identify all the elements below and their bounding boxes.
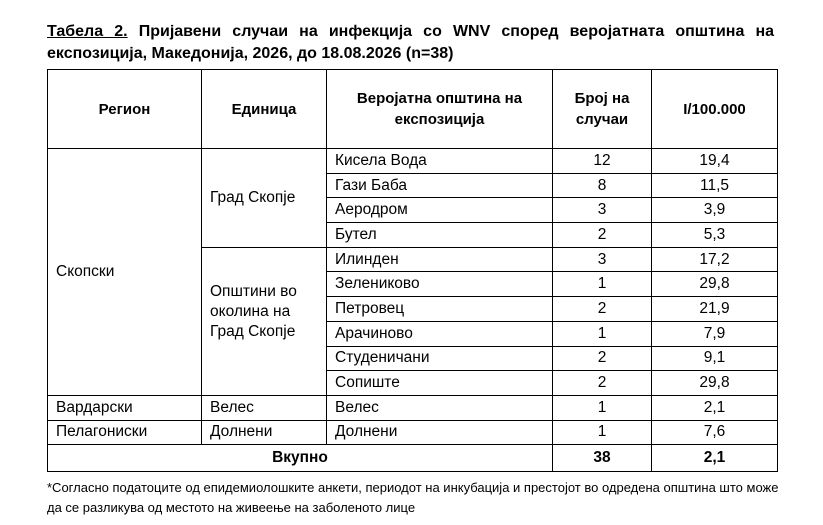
rate-cell: 2,1 bbox=[652, 395, 778, 420]
table-caption bbox=[47, 21, 774, 65]
municipality-cell: Петровец bbox=[327, 297, 553, 322]
cases-cell: 3 bbox=[553, 247, 652, 272]
municipality-cell: Студеничани bbox=[327, 346, 553, 371]
rate-cell: 7,9 bbox=[652, 321, 778, 346]
municipality-cell: Сопиште bbox=[327, 371, 553, 396]
rate-cell: 21,9 bbox=[652, 297, 778, 322]
header-rate: I/100.000 bbox=[652, 70, 778, 149]
municipality-cell: Илинден bbox=[327, 247, 553, 272]
municipality-cell: Гази Баба bbox=[327, 173, 553, 198]
total-rate: 2,1 bbox=[652, 445, 778, 472]
cases-cell: 2 bbox=[553, 297, 652, 322]
rate-cell: 3,9 bbox=[652, 198, 778, 223]
rate-cell: 29,8 bbox=[652, 272, 778, 297]
table-row bbox=[48, 149, 778, 174]
rate-cell: 7,6 bbox=[652, 420, 778, 445]
header-cases: Број на случаи bbox=[553, 70, 652, 149]
header-municipality: Веројатна општина на експозиција bbox=[327, 70, 553, 149]
rate-cell: 29,8 bbox=[652, 371, 778, 396]
municipality-cell: Аеродром bbox=[327, 198, 553, 223]
rate-cell: 17,2 bbox=[652, 247, 778, 272]
municipality-cell: Арачиново bbox=[327, 321, 553, 346]
municipality-cell: Кисела Вода bbox=[327, 149, 553, 174]
cases-cell: 1 bbox=[553, 321, 652, 346]
municipality-cell: Велес bbox=[327, 395, 553, 420]
unit-cell: Град Скопје bbox=[202, 149, 327, 248]
region-cell: Скопски bbox=[48, 149, 202, 396]
table-row bbox=[48, 420, 778, 445]
header-region: Регион bbox=[48, 70, 202, 149]
cases-cell: 1 bbox=[553, 395, 652, 420]
unit-cell: Велес bbox=[202, 395, 327, 420]
cases-cell: 2 bbox=[553, 371, 652, 396]
wnv-cases-table bbox=[47, 69, 778, 472]
header-row bbox=[48, 70, 778, 149]
table-row bbox=[48, 395, 778, 420]
unit-okolina-label: Општини во околина на Град Скопје bbox=[210, 282, 297, 340]
rate-cell: 9,1 bbox=[652, 346, 778, 371]
table-number-label: Табела 2. bbox=[47, 23, 128, 40]
cases-cell: 2 bbox=[553, 346, 652, 371]
cases-cell: 1 bbox=[553, 272, 652, 297]
cases-cell: 12 bbox=[553, 149, 652, 174]
footnote: *Согласно податоците од епидемиолошките анкети, периодот на инкубација и престојот во одредена општина што може да се разликува од местото на живеење на заболеното лице bbox=[47, 480, 779, 515]
total-cases: 38 bbox=[553, 445, 652, 472]
region-cell: Вардарски bbox=[48, 395, 202, 420]
total-row bbox=[48, 445, 778, 472]
rate-cell: 5,3 bbox=[652, 223, 778, 248]
municipality-cell: Долнени bbox=[327, 420, 553, 445]
unit-cell bbox=[202, 247, 327, 395]
unit-cell: Долнени bbox=[202, 420, 327, 445]
region-cell: Пелагониски bbox=[48, 420, 202, 445]
header-unit: Единица bbox=[202, 70, 327, 149]
total-label: Вкупно bbox=[48, 445, 553, 472]
cases-cell: 1 bbox=[553, 420, 652, 445]
table-caption-text: Пријавени случаи на инфекција со WNV според веројатната општина на експозиција, Македонија, 2026, до 18.08.2026 (n=38) bbox=[47, 23, 775, 62]
rate-cell: 19,4 bbox=[652, 149, 778, 174]
municipality-cell: Бутел bbox=[327, 223, 553, 248]
municipality-cell: Зелениково bbox=[327, 272, 553, 297]
cases-cell: 2 bbox=[553, 223, 652, 248]
cases-cell: 3 bbox=[553, 198, 652, 223]
cases-cell: 8 bbox=[553, 173, 652, 198]
rate-cell: 11,5 bbox=[652, 173, 778, 198]
